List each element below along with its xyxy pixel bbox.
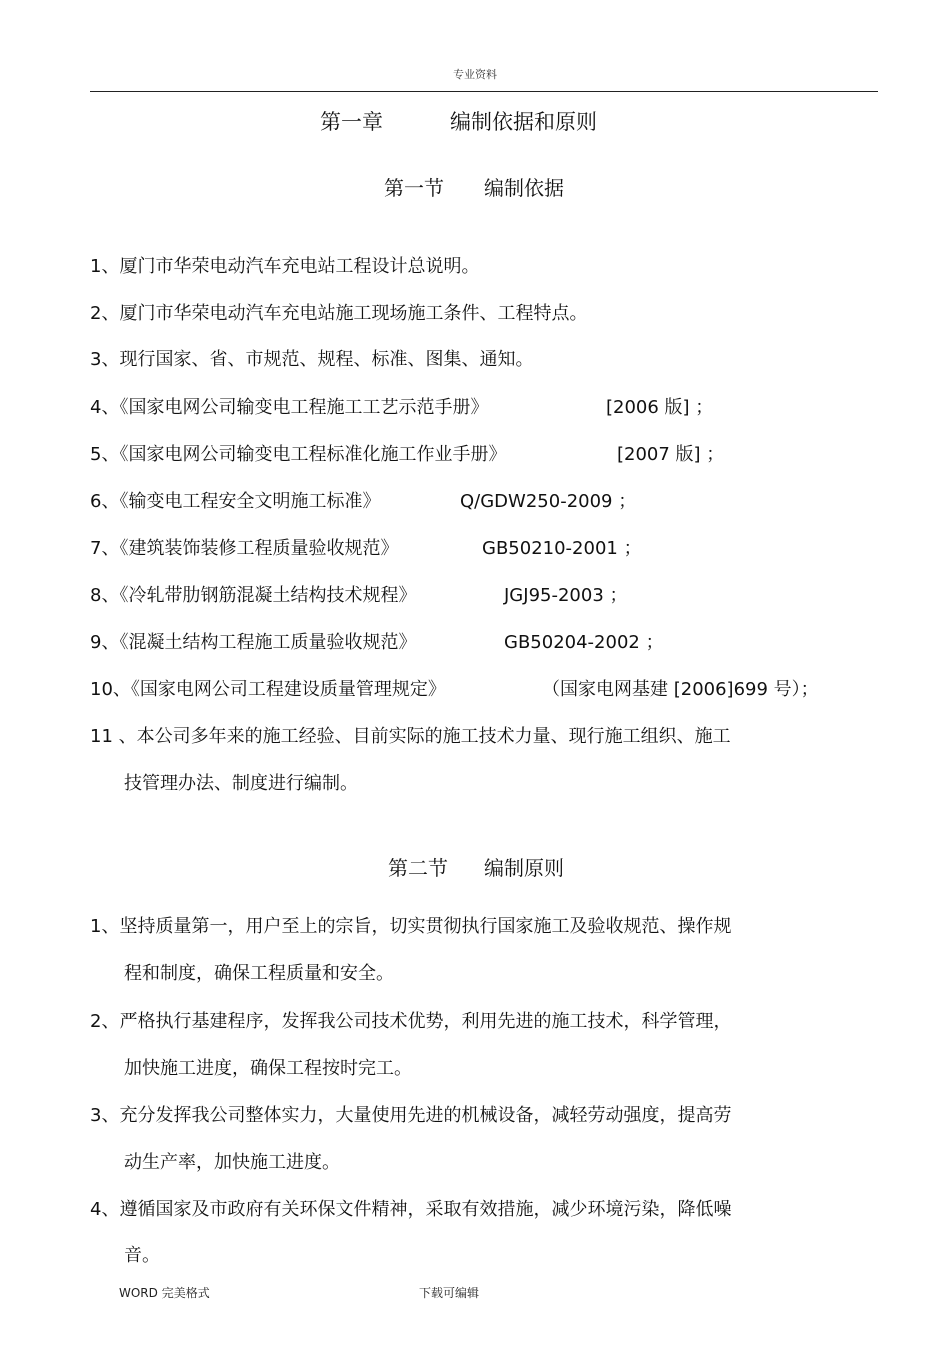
section2-name: 编制原则	[484, 856, 564, 880]
item-continuation-text: 技管理办法、制度进行编制。	[124, 773, 358, 794]
item-text: 4、遵循国家及市政府有关环保文件精神，采取有效措施，减少环境污染，降低噪	[90, 1199, 732, 1220]
chapter-title	[0, 106, 950, 136]
item-continuation-text: 加快施工进度，确保工程按时完工。	[124, 1058, 412, 1079]
item-text: 4、《国家电网公司输变电工程施工工艺示范手册》	[90, 397, 489, 418]
header-rule	[90, 91, 878, 92]
item-text: 9、《混凝土结构工程施工质量验收规范》	[90, 632, 417, 653]
section1-name: 编制依据	[484, 176, 564, 200]
item-text: 2、严格执行基建程序，发挥我公司技术优势，利用先进的施工技术，科学管理，	[90, 1011, 732, 1032]
item-ref: JGJ95-2003 ；	[504, 585, 628, 606]
section2-number: 第二节	[388, 856, 448, 880]
item-text: 10、《国家电网公司工程建设质量管理规定》	[90, 679, 446, 700]
item-text: 5、《国家电网公司输变电工程标准化施工作业手册》	[90, 444, 507, 465]
item-text: 3、充分发挥我公司整体实力，大量使用先进的机械设备，减轻劳动强度，提高劳	[90, 1105, 732, 1126]
item-text: 11 、本公司多年来的施工经验、目前实际的施工技术力量、现行施工组织、施工	[90, 726, 731, 747]
section1-number: 第一节	[384, 176, 444, 200]
item-continuation-text: 动生产率，加快施工进度。	[124, 1152, 340, 1173]
item-text: 1、厦门市华荣电动汽车充电站工程设计总说明。	[90, 256, 480, 277]
item-text: 3、现行国家、省、市规范、规程、标准、图集、通知。	[90, 349, 534, 370]
footer-left: WORD 完美格式	[119, 1286, 210, 1300]
item-ref: [2006 版] ；	[606, 397, 714, 418]
item-ref: GB50204-2002 ；	[504, 632, 664, 653]
item-text: 8、《冷轧带肋钢筋混凝土结构技术规程》	[90, 585, 417, 606]
item-continuation-text: 音。	[124, 1245, 160, 1266]
item-ref: （国家电网基建 [2006]699 号）；	[542, 679, 819, 700]
item-ref: GB50210-2001 ；	[482, 538, 642, 559]
section2-title	[0, 852, 950, 882]
item-continuation-text: 程和制度，确保工程质量和安全。	[124, 963, 394, 984]
item-ref: Q/GDW250-2009 ；	[460, 491, 637, 512]
chapter-number: 第一章	[320, 110, 383, 134]
item-ref: [2007 版] ；	[617, 444, 725, 465]
page-header: 专业资料	[453, 68, 497, 81]
item-text: 7、《建筑装饰装修工程质量验收规范》	[90, 538, 399, 559]
section1-title	[0, 172, 950, 202]
chapter-name: 编制依据和原则	[450, 110, 597, 134]
item-text: 1、坚持质量第一，用户至上的宗旨，切实贯彻执行国家施工及验收规范、操作规	[90, 916, 732, 937]
item-text: 6、《输变电工程安全文明施工标准》	[90, 491, 381, 512]
footer-right: 下载可编辑	[419, 1286, 480, 1300]
item-text: 2、厦门市华荣电动汽车充电站施工现场施工条件、工程特点。	[90, 303, 588, 324]
